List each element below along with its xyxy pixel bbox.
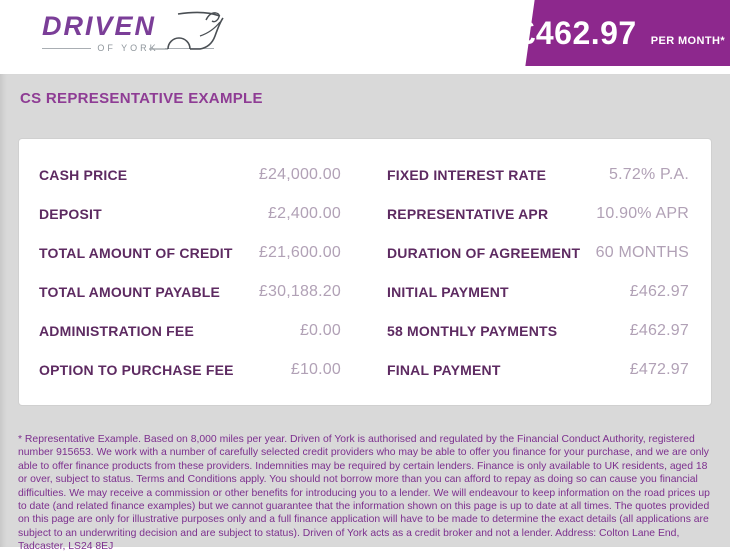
price-badge bbox=[517, 0, 730, 66]
finance-row-label: INITIAL PAYMENT bbox=[387, 283, 509, 300]
finance-column-right bbox=[387, 155, 689, 389]
finance-row bbox=[39, 350, 341, 389]
finance-row-label: DEPOSIT bbox=[39, 205, 102, 222]
finance-row-value: £30,188.20 bbox=[258, 282, 341, 300]
page-title: CS REPRESENTATIVE EXAMPLE bbox=[20, 90, 263, 107]
brand-subtitle: OF YORK bbox=[97, 43, 159, 53]
finance-row-value: £0.00 bbox=[299, 321, 341, 339]
brand-name: DRIVEN bbox=[42, 11, 157, 41]
finance-column-left bbox=[39, 155, 341, 389]
finance-row bbox=[39, 194, 341, 233]
finance-row-value: £10.00 bbox=[290, 360, 341, 378]
finance-row-label: TOTAL AMOUNT PAYABLE bbox=[39, 283, 221, 300]
finance-row bbox=[387, 311, 689, 350]
finance-row bbox=[387, 272, 689, 311]
finance-row bbox=[387, 233, 689, 272]
finance-row-value: 10.90% APR bbox=[596, 204, 689, 222]
finance-row-value: £472.97 bbox=[629, 360, 689, 378]
finance-row bbox=[39, 311, 341, 350]
finance-row-value: £24,000.00 bbox=[258, 165, 341, 183]
finance-row bbox=[39, 272, 341, 311]
finance-row-label: DURATION OF AGREEMENT bbox=[387, 244, 581, 261]
finance-row bbox=[387, 194, 689, 233]
finance-row-value: 60 MONTHS bbox=[595, 243, 689, 261]
finance-row-label: ADMINISTRATION FEE bbox=[39, 322, 195, 339]
finance-row-value: £21,600.00 bbox=[258, 243, 341, 261]
finance-row-label: FIXED INTEREST RATE bbox=[387, 166, 547, 183]
finance-row-label: 58 MONTHLY PAYMENTS bbox=[387, 322, 558, 339]
finance-row bbox=[39, 155, 341, 194]
finance-row-label: TOTAL AMOUNT OF CREDIT bbox=[39, 244, 233, 261]
finance-row-label: FINAL PAYMENT bbox=[387, 361, 501, 378]
finance-row-label: CASH PRICE bbox=[39, 166, 128, 183]
top-bar bbox=[0, 0, 730, 74]
finance-row bbox=[387, 155, 689, 194]
finance-card bbox=[18, 138, 712, 406]
content-area bbox=[0, 74, 730, 553]
monthly-price-amount: £462.97 bbox=[517, 14, 637, 51]
disclaimer-text: * Representative Example. Based on 8,000 miles per year. Driven of York is authorised and regulated by the Financial Conduct Authority, registered number 915653. We work with a number of carefully selected credit providers who may be able to offer you finance for your purchase, and we are only able to offer finance products from these providers. Indemnities may be required by certain lenders. Finance is only available to UK residents, aged 18 or over, subject to status. Terms and Conditions apply. You should not borrow more than you can afford to repay as doing so can cause you financial difficulties. We may receive a commission or other benefits for introducing you to a lender. We will endeavour to keep information on the road prices up to date (and related finance examples) but we cannot guarantee that the information shown on this page is up to date at all times. The quotes provided on this page are only for illustrative purposes only and a full finance application will have to be made to determine the exact details (all applications are subject to an underwriting decision and are subject to status). Driven of York acts as a credit broker and not a lender. Address: Colton Lane End, Tadcaster, LS24 8EJ bbox=[18, 434, 710, 553]
finance-row bbox=[39, 233, 341, 272]
logo-left-rule bbox=[42, 48, 91, 49]
finance-row bbox=[387, 350, 689, 389]
finance-row-label: REPRESENTATIVE APR bbox=[387, 205, 549, 222]
finance-row-value: £462.97 bbox=[629, 282, 689, 300]
per-month-label: PER MONTH* bbox=[650, 34, 725, 47]
finance-row-value: £2,400.00 bbox=[268, 204, 341, 222]
finance-row-label: OPTION TO PURCHASE FEE bbox=[39, 361, 234, 378]
finance-row-value: £462.97 bbox=[629, 321, 689, 339]
finance-row-value: 5.72% P.A. bbox=[609, 165, 689, 183]
car-outline-icon bbox=[148, 6, 226, 60]
